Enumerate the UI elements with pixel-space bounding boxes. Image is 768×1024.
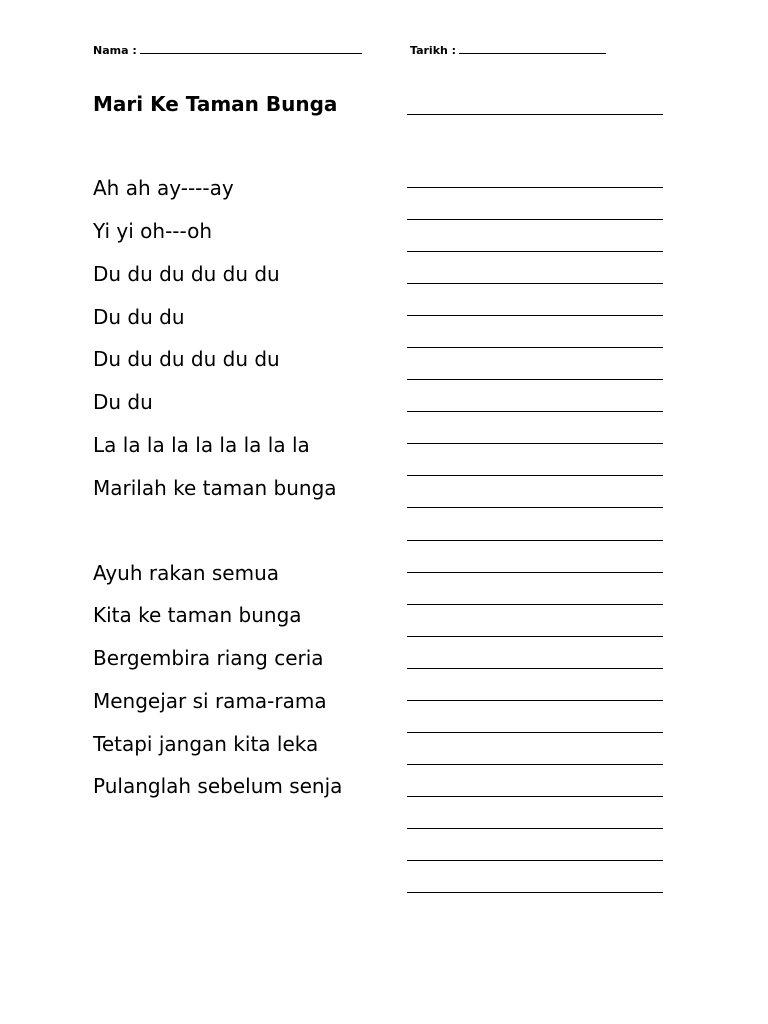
name-label: Nama : bbox=[93, 44, 137, 57]
writing-line[interactable] bbox=[407, 860, 663, 861]
writing-lines-column bbox=[407, 0, 663, 1024]
writing-line[interactable] bbox=[407, 764, 663, 765]
lyric-line: Kita ke taman bunga bbox=[93, 603, 302, 627]
writing-line[interactable] bbox=[407, 187, 663, 188]
writing-line[interactable] bbox=[407, 219, 663, 220]
lyric-line: Pulanglah sebelum senja bbox=[93, 774, 343, 798]
writing-line[interactable] bbox=[407, 507, 663, 508]
lyric-line: Marilah ke taman bunga bbox=[93, 476, 337, 500]
lyric-line: Mengejar si rama-rama bbox=[93, 689, 327, 713]
writing-line[interactable] bbox=[407, 572, 663, 573]
writing-line[interactable] bbox=[407, 828, 663, 829]
writing-line[interactable] bbox=[407, 379, 663, 380]
writing-line[interactable] bbox=[407, 892, 663, 893]
writing-line[interactable] bbox=[407, 796, 663, 797]
writing-line[interactable] bbox=[407, 540, 663, 541]
writing-line[interactable] bbox=[407, 114, 663, 115]
writing-line[interactable] bbox=[407, 732, 663, 733]
lyric-line: Yi yi oh---oh bbox=[93, 219, 213, 243]
lyrics-column bbox=[93, 0, 393, 1024]
writing-line[interactable] bbox=[407, 251, 663, 252]
lyric-line: Du du bbox=[93, 390, 153, 414]
writing-line[interactable] bbox=[407, 668, 663, 669]
writing-line[interactable] bbox=[407, 636, 663, 637]
writing-line[interactable] bbox=[407, 700, 663, 701]
writing-line[interactable] bbox=[407, 475, 663, 476]
lyric-line: La la la la la la la la la bbox=[93, 433, 310, 457]
writing-line[interactable] bbox=[407, 411, 663, 412]
writing-line[interactable] bbox=[407, 604, 663, 605]
lyric-line: Ah ah ay----ay bbox=[93, 176, 234, 200]
writing-line[interactable] bbox=[407, 443, 663, 444]
date-label: Tarikh : bbox=[410, 44, 457, 57]
writing-line[interactable] bbox=[407, 347, 663, 348]
lyric-line: Du du du du du du bbox=[93, 347, 280, 371]
lyric-line: Du du du bbox=[93, 305, 185, 329]
writing-line[interactable] bbox=[407, 283, 663, 284]
lyric-line: Ayuh rakan semua bbox=[93, 561, 280, 585]
lyric-line: Bergembira riang ceria bbox=[93, 646, 324, 670]
lyric-line: Tetapi jangan kita leka bbox=[93, 732, 319, 756]
lyric-line: Du du du du du du bbox=[93, 262, 280, 286]
worksheet-title: Mari Ke Taman Bunga bbox=[93, 92, 338, 116]
writing-line[interactable] bbox=[407, 315, 663, 316]
